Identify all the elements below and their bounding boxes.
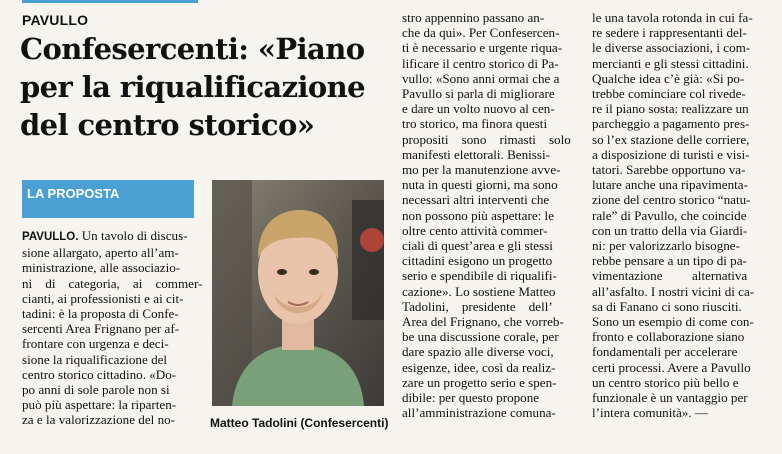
column-line: con un tratto della via Giardi-	[592, 222, 748, 238]
column-line: trebbe cominciare col rivede-	[592, 86, 746, 102]
headline-line: Confesercenti: «Piano	[20, 32, 365, 66]
column-line: lutare anche una ripavimenta-	[592, 177, 748, 193]
column-line: cianti, ai professionisti e ai cit-	[22, 290, 184, 306]
column-line: parcheggio a pagamento pres-	[592, 116, 750, 132]
column-line: cazione». Lo sostiene Matteo	[402, 283, 556, 299]
column-line: so l’ex stazione delle corriere,	[592, 131, 750, 147]
column-line: necessari altri interventi che	[402, 192, 550, 208]
section-tag: LA PROPOSTA	[22, 180, 194, 218]
article-column-2	[402, 10, 578, 420]
column-line: sione la riqualificazione del	[22, 351, 168, 367]
article-column-1	[22, 228, 203, 428]
column-line: sa di Fanano ci sono riusciti.	[592, 298, 742, 314]
column-line: stro appennino passano an-	[402, 10, 545, 25]
column-line: Sono un esempio di come con-	[592, 314, 754, 330]
column-line: le una tavola rotonda in cui fa-	[592, 10, 753, 25]
column-line: ni di categoria, ai commer-	[22, 275, 203, 291]
column-line: funzionale è un vantaggio per	[592, 390, 748, 406]
column-line: tadini: è la proposta di Confe-	[22, 306, 179, 322]
column-line: ni: per valorizzarlo bisogne-	[592, 238, 740, 254]
column-line: serio e spendibile di riqualifi-	[402, 268, 557, 284]
column-line: esigenze, idee, così da realiz-	[402, 359, 556, 375]
column-line: rale” di Pavullo, che coincide	[592, 207, 747, 223]
column-line: za e la valorizzazione del no-	[22, 412, 176, 428]
column-line: po anni di sole parole non si	[22, 382, 170, 398]
column-line: zare un progetto serio e spen-	[402, 374, 557, 390]
column-line: lificare il centro storico di Pa-	[402, 55, 559, 71]
column-line: mercianti e gli stessi cittadini.	[592, 55, 749, 71]
column-line: le diverse associazioni, i com-	[592, 40, 751, 56]
column-line: sercenti Area Frignano per af-	[22, 321, 180, 337]
column-line: ciali di quest’area e gli stessi	[402, 238, 553, 254]
column-line: Area del Frignano, che vorreb-	[402, 314, 564, 330]
column-line: frontare con urgenza e deci-	[22, 336, 169, 352]
column-line: manifesti elettorali. Benissi-	[402, 146, 550, 162]
column-line: dare spazio alle diverse voci,	[402, 344, 554, 360]
column-line: PAVULLO. Un tavolo di discus-	[22, 228, 188, 243]
column-line: re il piano sosta: realizzare un	[592, 101, 749, 117]
column-line: dibile: per questo propone	[402, 390, 540, 406]
portrait-icon	[212, 180, 384, 406]
column-line: nuta in questi giorni, ma sono	[402, 177, 558, 193]
kicker: PAVULLO	[22, 12, 89, 28]
column-line: rebbe pensare a un tipo di pa-	[592, 253, 747, 269]
column-line: che da qui». Per Confesercen-	[402, 25, 560, 41]
column-line: vimentazione alternativa	[592, 268, 748, 284]
column-line: all’asfalto. I nostri vicini di ca-	[592, 283, 755, 299]
column-line: Qualche idea c’è già: «Si po-	[592, 70, 745, 86]
headline	[20, 30, 405, 144]
headline-line: per la riqualificazione	[20, 70, 365, 104]
column-line: propositi sono rimasti solo	[402, 131, 571, 147]
top-accent-rule	[22, 0, 198, 3]
column-line: tatori. Sarebbe opportuno va-	[592, 162, 746, 178]
column-line: certi processi. Avere a Pavullo	[592, 359, 751, 375]
column-line: l’intera comunità». —	[592, 405, 708, 421]
article-column-3	[592, 10, 768, 420]
column-line: a disposizione di turisti e visi-	[592, 146, 750, 162]
column-line: Pavullo si parla di migliorare	[402, 86, 555, 102]
column-line: Tadolini, presidente dell’	[402, 298, 553, 314]
column-line: be una discussione corale, per	[402, 329, 559, 345]
column-line: un centro storico più bello e	[592, 374, 739, 390]
column-line: all’amministrazione comuna-	[402, 405, 556, 421]
column-line: cittadini esigono un progetto	[402, 253, 553, 269]
column-line: mo per la manutenzione avve-	[402, 162, 561, 178]
column-line: può più aspettare: la riparten-	[22, 397, 177, 413]
column-line: centro storico cittadino. «Do-	[22, 366, 177, 382]
column-line: sione allargato, aperto all’am-	[22, 245, 179, 261]
column-line: non possono più aspettare: le	[402, 207, 555, 223]
column-line: ti è necessario e urgente riqua-	[402, 40, 563, 56]
dateline: PAVULLO.	[22, 231, 79, 243]
column-line: tro storico, ma finora questi	[402, 116, 548, 132]
column-line: fondamentali per accelerare	[592, 344, 738, 360]
column-line: ministrazione, alle associazio-	[22, 260, 181, 276]
column-line: re sedere i rappresentanti del-	[592, 25, 747, 41]
headline-line: del centro storico»	[20, 108, 315, 142]
column-line: oltre cento attività commer-	[402, 222, 548, 238]
column-line: e dare un volto nuovo al cen-	[402, 101, 555, 117]
column-line: vullo: «Sono anni ormai che a	[402, 70, 560, 86]
column-line: zione del centro storico “natu-	[592, 192, 751, 208]
portrait-photo	[212, 180, 384, 406]
column-line: fronto e collaborazione siano	[592, 329, 745, 345]
photo-caption: Matteo Tadolini (Confesercenti)	[210, 416, 389, 430]
